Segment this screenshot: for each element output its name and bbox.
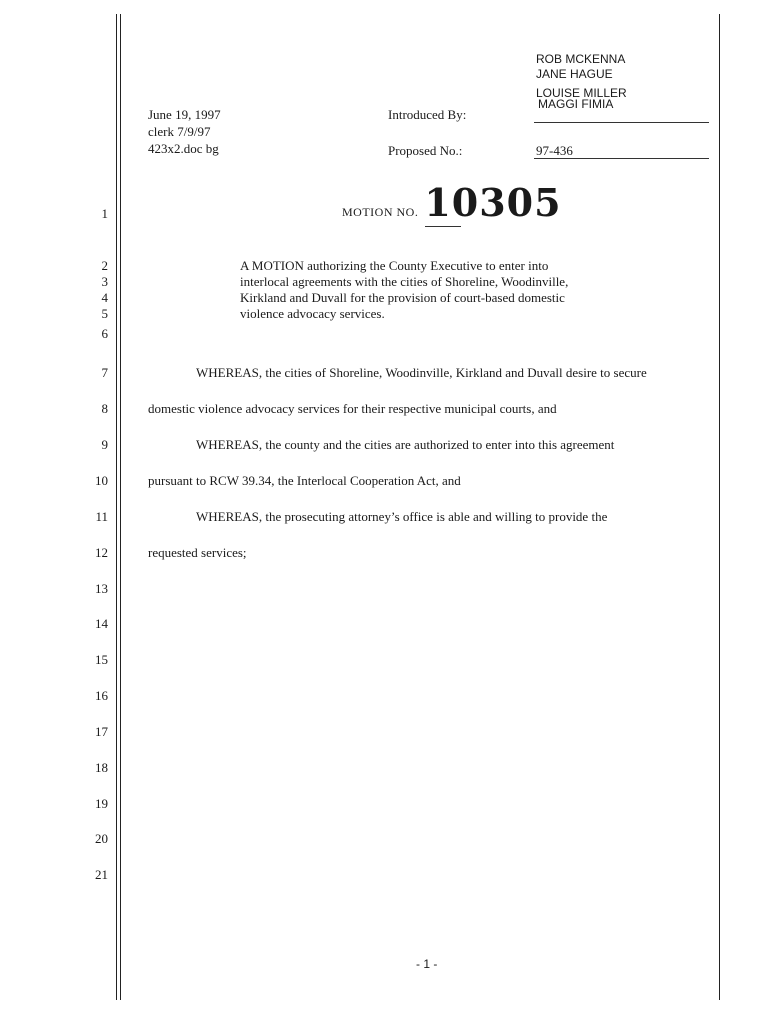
clerk-note: clerk 7/9/97 — [148, 124, 211, 139]
whereas-clause: WHEREAS, the county and the cities are authorized to enter into this agreement — [196, 437, 615, 452]
line-number: 17 — [95, 724, 108, 739]
document-meta — [148, 106, 221, 157]
line-number: 10 — [95, 473, 108, 488]
motion-title-line: A MOTION authorizing the County Executive to enter into — [240, 258, 549, 273]
line-number: 1 — [101, 206, 108, 221]
motion-heading — [342, 180, 562, 225]
line-number: 9 — [101, 437, 108, 452]
whereas-clause-continued: domestic violence advocacy services for their respective municipal courts, and — [148, 401, 557, 416]
line-number: 5 — [101, 306, 108, 321]
motion-number-underline — [425, 226, 461, 227]
motion-number: 10305 — [424, 180, 562, 225]
page-number: - 1 - — [416, 957, 438, 971]
sponsor-name: MAGGI FIMIA — [538, 97, 614, 111]
line-number: 3 — [101, 274, 108, 289]
line-number: 16 — [95, 688, 108, 703]
line-number: 18 — [95, 760, 108, 775]
proposed-no-value: 97-436 — [536, 143, 573, 158]
line-number: 11 — [95, 509, 108, 524]
sponsor-name: ROB MCKENNA — [536, 52, 626, 66]
line-number: 4 — [101, 290, 108, 305]
line-number: 12 — [95, 545, 108, 560]
motion-label: MOTION NO. — [342, 205, 419, 219]
line-number: 14 — [95, 616, 108, 631]
line-number: 15 — [95, 652, 108, 667]
motion-title — [240, 258, 568, 322]
sponsor-name: LOUISE MILLER — [536, 86, 627, 100]
line-number: 8 — [101, 401, 108, 416]
whereas-clause-continued: requested services; — [148, 545, 247, 560]
introduced-by-label: Introduced By: — [388, 107, 467, 122]
whereas-clause: WHEREAS, the cities of Shoreline, Woodinville, Kirkland and Duvall desire to secure — [196, 365, 647, 380]
line-number: 6 — [101, 326, 108, 341]
motion-title-line: Kirkland and Duvall for the provision of court-based domestic — [240, 290, 565, 305]
right-margin-rule — [719, 14, 720, 1000]
line-number: 20 — [95, 831, 108, 846]
motion-title-line: violence advocacy services. — [240, 306, 385, 321]
proposed-no-underline — [534, 158, 709, 159]
line-number: 21 — [95, 867, 108, 882]
sponsor-list — [536, 52, 627, 112]
whereas-clause: WHEREAS, the prosecuting attorney’s office is able and willing to provide the — [196, 509, 608, 524]
sponsor-underline — [534, 122, 709, 123]
file-name: 423x2.doc bg — [148, 141, 219, 156]
document-date: June 19, 1997 — [148, 107, 221, 122]
motion-title-line: interlocal agreements with the cities of Shoreline, Woodinville, — [240, 274, 569, 289]
line-number: 19 — [95, 796, 108, 811]
proposed-no-label: Proposed No.: — [388, 143, 463, 158]
line-number: 2 — [101, 258, 108, 273]
sponsor-name: JANE HAGUE — [536, 67, 613, 81]
left-margin-rule — [116, 14, 117, 1000]
line-number: 13 — [95, 581, 108, 596]
whereas-clause-continued: pursuant to RCW 39.34, the Interlocal Cooperation Act, and — [148, 473, 461, 488]
left-margin-rule-inner — [120, 14, 121, 1000]
line-number: 7 — [101, 365, 108, 380]
